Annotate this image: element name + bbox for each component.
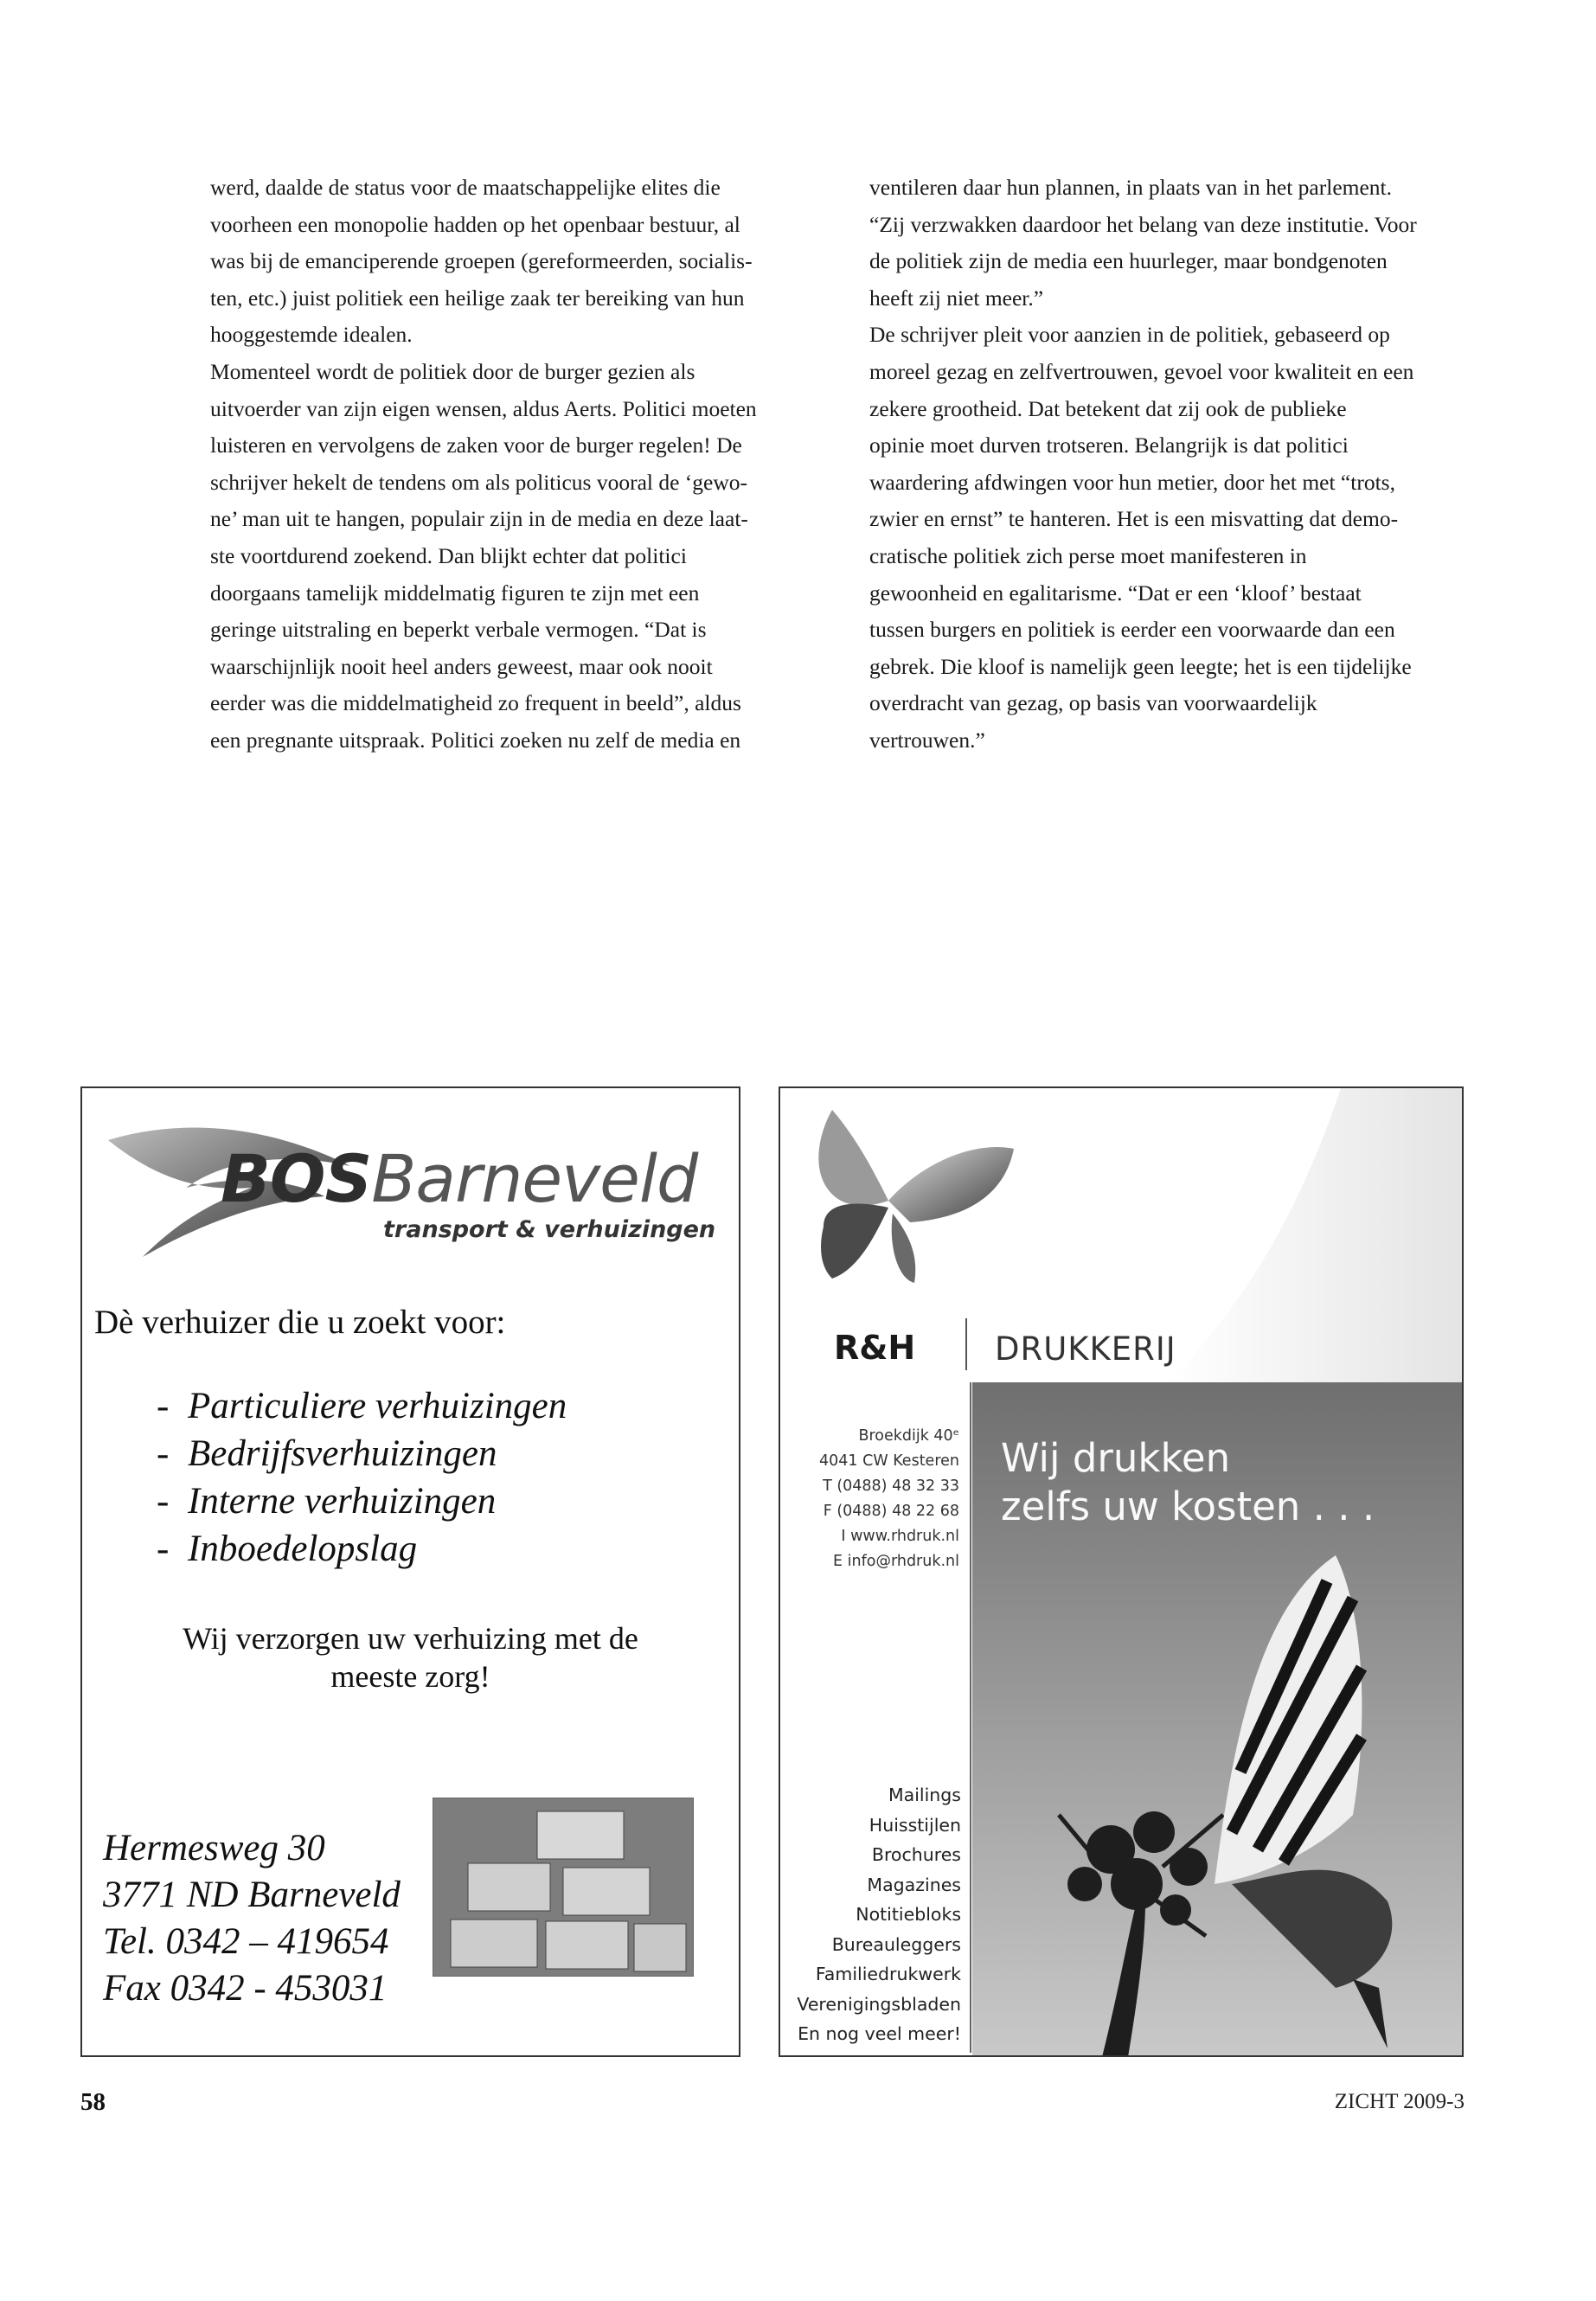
- article-line: gebrek. Die kloof is namelijk geen leegte; het is een tijdelijke: [869, 653, 1412, 679]
- list-item: Familiedrukwerk: [815, 1964, 961, 1984]
- article-line: zekere grootheid. Dat betekent dat zij ook de publieke: [869, 395, 1347, 421]
- bos-brand-name: BOSBarneveld: [221, 1140, 698, 1217]
- divider: [965, 1318, 967, 1370]
- bos-contact: Hermesweg 30 3771 ND Barneveld Tel. 0342 – 419654 Fax 0342 - 453031: [103, 1828, 401, 2009]
- list-item: Mailings: [888, 1785, 961, 1805]
- list-item: Magazines: [867, 1874, 961, 1895]
- article-line: voorheen een monopolie hadden op het openbaar bestuur, al: [210, 211, 740, 237]
- article-line: ste voortdurend zoekend. Dan blijkt echter dat politici: [210, 542, 687, 568]
- article-line: luisteren en vervolgens de zaken voor de burger regelen! De: [210, 433, 742, 458]
- article-line: schrijver hekelt de tendens om als politicus vooral de ‘gewo-: [210, 469, 748, 495]
- article-column-left: [210, 170, 807, 760]
- butterfly-logo-icon: [806, 1106, 1022, 1287]
- article-line: was bij de emanciperende groepen (gereformeerden, socialis-: [210, 248, 753, 274]
- article-line: Momenteel wordt de politiek door de burger gezien als: [210, 358, 695, 384]
- article-line: heeft zij niet meer.”: [869, 285, 1044, 311]
- rh-services-list: [780, 1780, 961, 2049]
- issue-label: ZICHT 2009-3: [1334, 2090, 1465, 2113]
- rh-company-name: DRUKKERIJ: [995, 1330, 1176, 1368]
- list-item: - Particuliere verhuizingen: [157, 1382, 567, 1430]
- article-line: overdracht van gezag, op basis van voorwaardelijk: [869, 690, 1317, 716]
- rh-drukkerij-ad: [779, 1086, 1464, 2057]
- article-line: werd, daalde de status voor de maatschappelijke elites die: [210, 175, 721, 200]
- article-line: cratische politiek zich perse moet manifesteren in: [869, 542, 1307, 568]
- article-column-right: [869, 170, 1475, 760]
- list-item: - Inboedelopslag: [157, 1525, 567, 1573]
- article-line: De schrijver pleit voor aanzien in de politiek, gebaseerd op: [869, 322, 1390, 348]
- article-line: ten, etc.) juist politiek een heilige zaak ter bereiking van hun: [210, 285, 745, 311]
- article-line: ventileren daar hun plannen, in plaats van in het parlement.: [869, 175, 1392, 200]
- bos-services-list: [157, 1382, 567, 1573]
- article-line: vertrouwen.”: [869, 727, 985, 753]
- rh-address: Broekdijk 40ᵉ 4041 CW Kesteren T (0488) 48 32 33 F (0488) 48 22 68 I www.rhdruk.nl E info@rhdruk.nl: [819, 1427, 959, 1570]
- list-item: En nog veel meer!: [798, 2023, 961, 2044]
- article-line: doorgaans tamelijk middelmatig figuren te zijn met een: [210, 580, 700, 606]
- list-item: Notitiebloks: [856, 1904, 961, 1925]
- article-line: geringe uitstraling en beperkt verbale vermogen. “Dat is: [210, 617, 707, 643]
- article-line: “Zij verzwakken daardoor het belang van deze institutie. Voor: [869, 211, 1417, 237]
- article-line: ne’ man uit te hangen, populair zijn in de media en deze laat-: [210, 506, 748, 532]
- article-line: moreel gezag en zelfvertrouwen, gevoel voor kwaliteit en een: [869, 358, 1414, 384]
- article-line: uitvoerder van zijn eigen wensen, aldus Aerts. Politici moeten: [210, 395, 757, 421]
- divider: [970, 1382, 971, 2053]
- list-item: Huisstijlen: [869, 1814, 961, 1836]
- article-line: opinie moet durven trotseren. Belangrijk is dat politici: [869, 433, 1349, 458]
- article-line: waarschijnlijk nooit heel anders geweest, maar ook nooit: [210, 653, 713, 679]
- rh-brand: R&H: [834, 1329, 916, 1367]
- list-item: - Interne verhuizingen: [157, 1477, 567, 1525]
- moving-boxes-photo: [433, 1798, 694, 1977]
- bos-heading: Dè verhuizer die u zoekt voor:: [94, 1304, 506, 1341]
- list-item: Verenigingsbladen: [797, 1993, 961, 2015]
- bos-tagline: transport & verhuizingen: [383, 1216, 716, 1243]
- article-line: een pregnante uitspraak. Politici zoeken nu zelf de media en: [210, 727, 741, 753]
- bos-care-statement: Wij verzorgen uw verhuizing met de meeste zorg!: [183, 1621, 638, 1694]
- page-number: 58: [80, 2088, 106, 2116]
- rh-slogan: Wij drukken zelfs uw kosten . . .: [1001, 1435, 1375, 1529]
- article-line: zwier en ernst” te hanteren. Het is een misvatting dat demo-: [869, 506, 1399, 532]
- article-line: gewoonheid en egalitarisme. “Dat er een ‘kloof’ bestaat: [869, 580, 1362, 606]
- list-item: - Bedrijfsverhuizingen: [157, 1430, 567, 1477]
- article-line: tussen burgers en politiek is eerder een voorwaarde dan een: [869, 617, 1395, 643]
- list-item: Bureauleggers: [831, 1933, 961, 1955]
- article-line: hooggestemde idealen.: [210, 322, 413, 348]
- article-line: de politiek zijn de media een huurleger, maar bondgenoten: [869, 248, 1388, 274]
- article-line: eerder was die middelmatigheid zo frequent in beeld”, aldus: [210, 690, 741, 716]
- article-line: waardering afdwingen voor hun metier, door het met “trots,: [869, 469, 1395, 495]
- bos-barneveld-ad: [80, 1086, 740, 2057]
- list-item: Brochures: [871, 1844, 961, 1865]
